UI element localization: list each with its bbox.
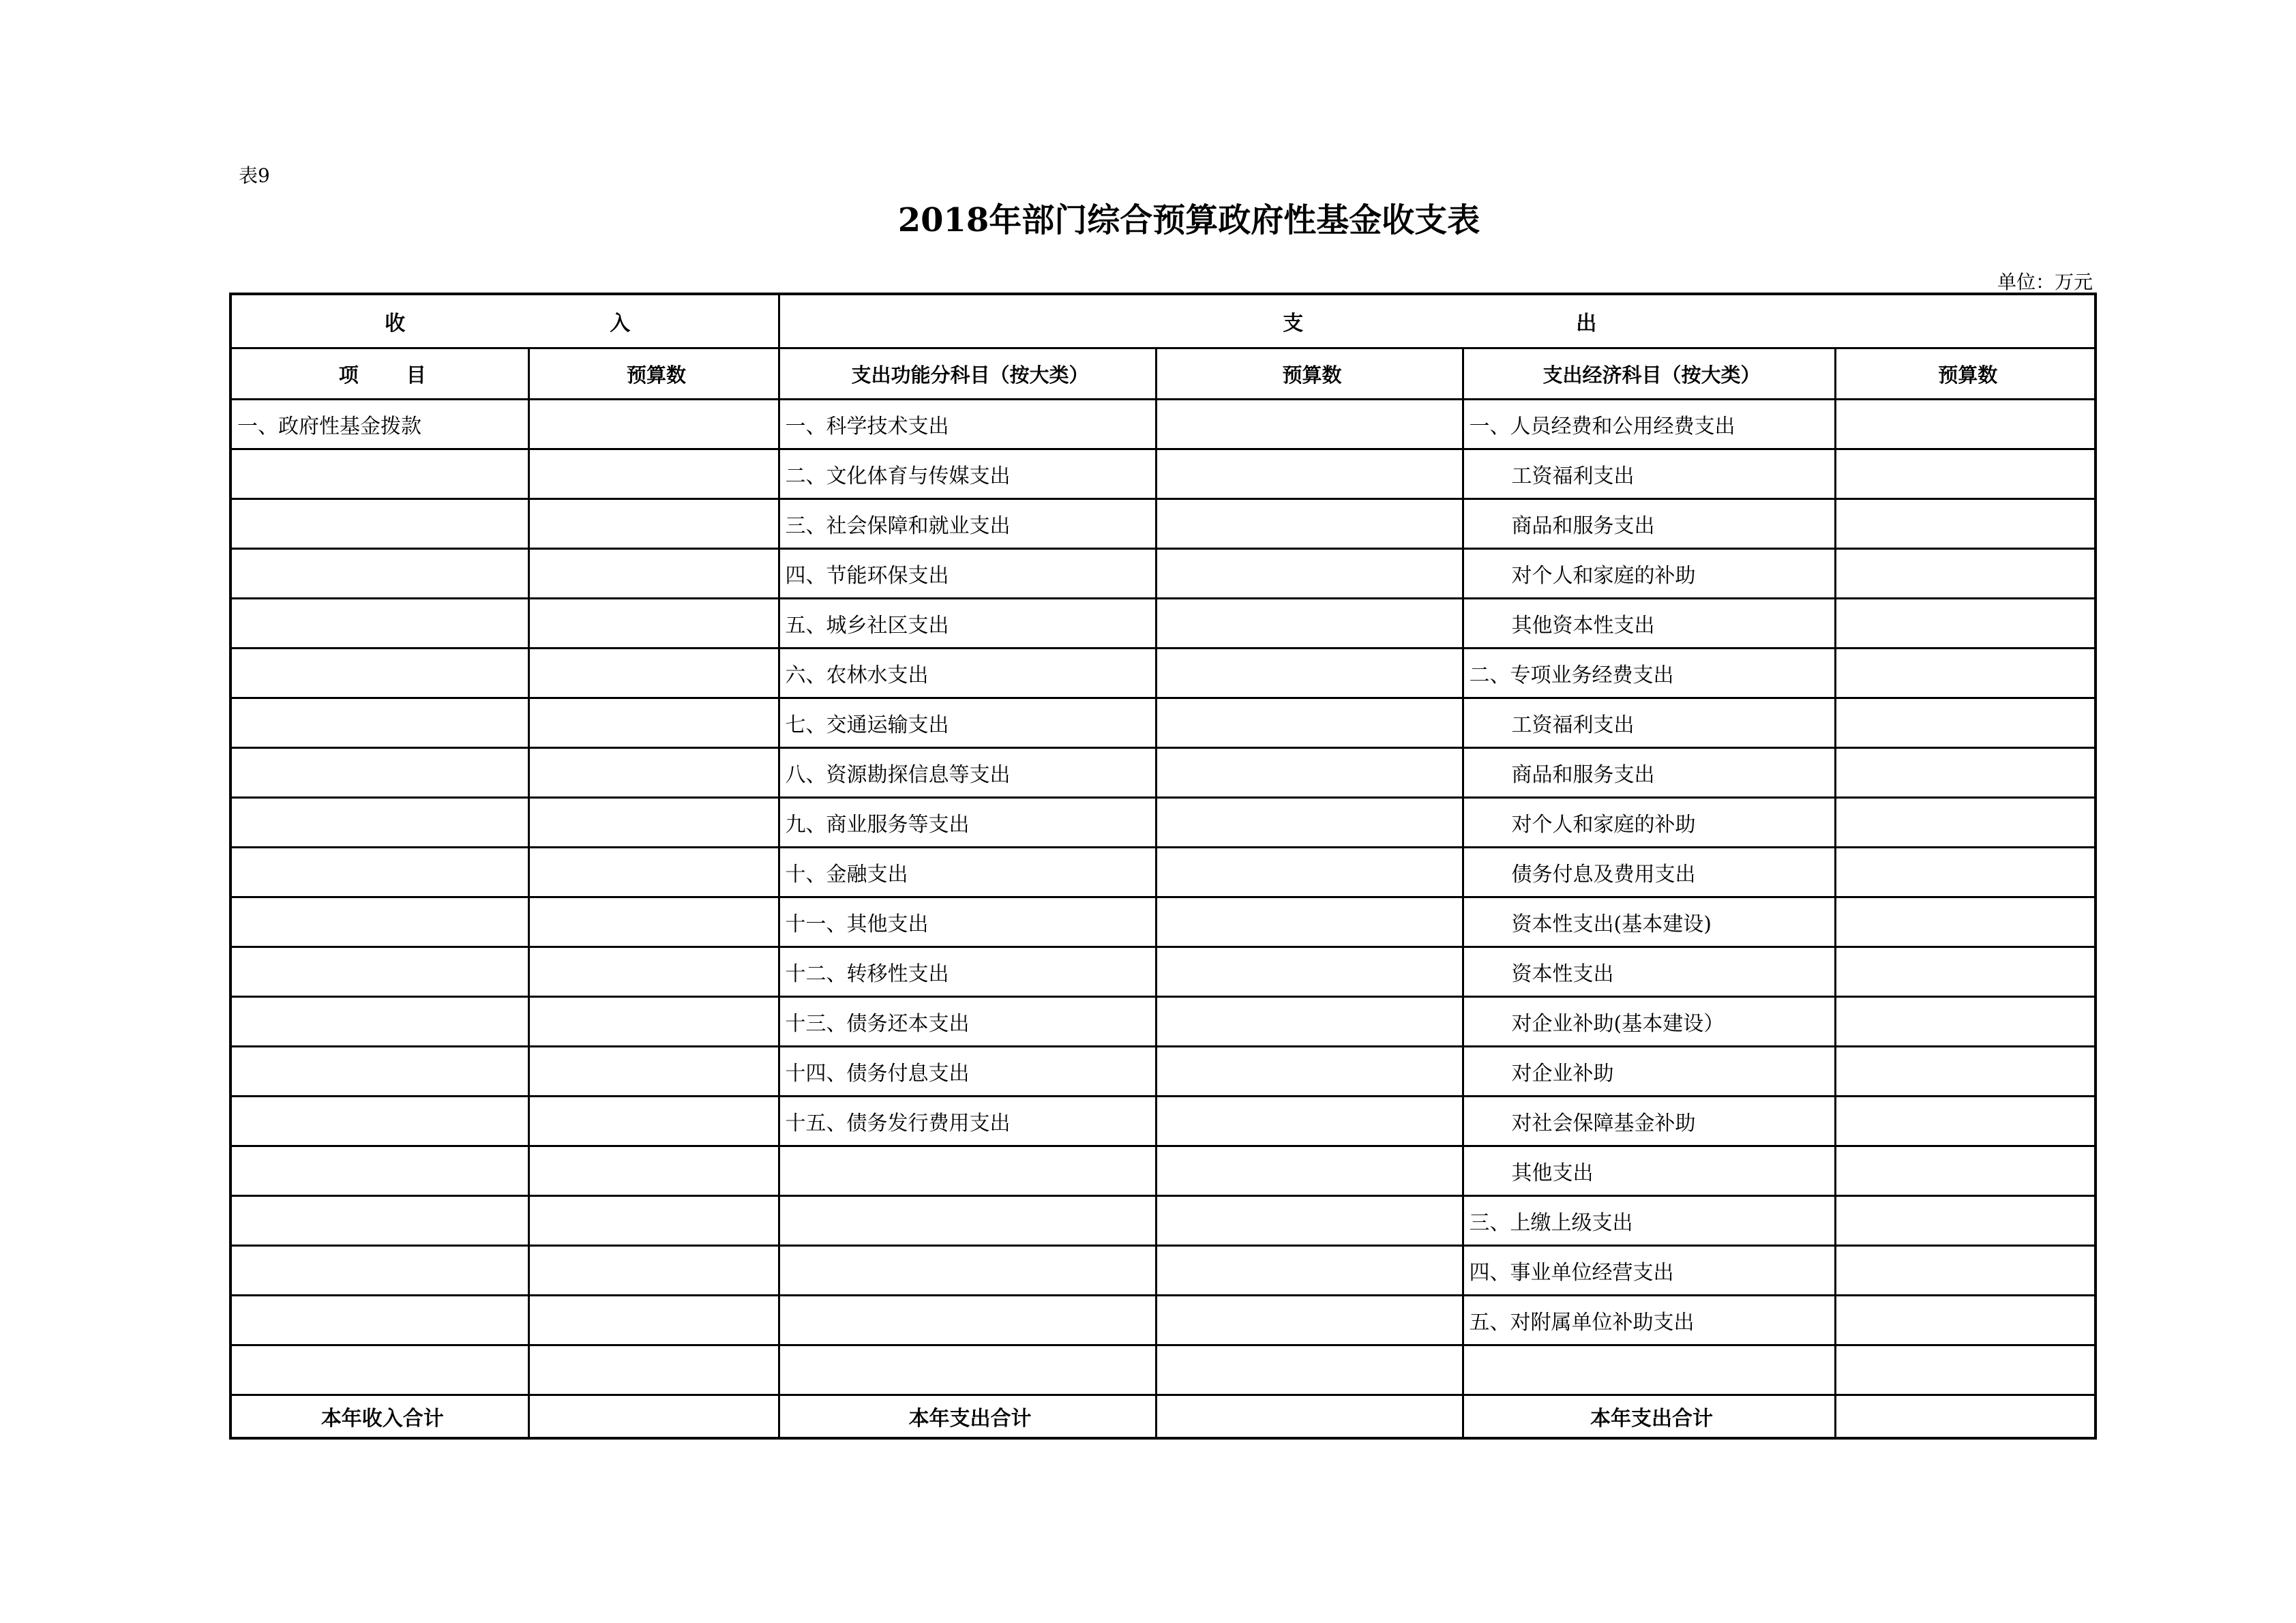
func-category-cell (779, 1345, 1156, 1395)
econ-category-cell: 对个人和家庭的补助 (1463, 549, 1835, 599)
expense-label-b: 出 (1576, 312, 1597, 336)
income-item-cell (230, 1097, 528, 1146)
income-item-cell (230, 997, 528, 1047)
func-budget-cell (1156, 499, 1463, 549)
expense-section-header (779, 294, 2096, 348)
econ-budget-cell (1835, 997, 2096, 1047)
table-row (230, 947, 2096, 997)
func-category-cell (779, 1196, 1156, 1246)
income-budget-cell (528, 798, 779, 848)
econ-category-cell: 商品和服务支出 (1463, 748, 1835, 798)
func-category-cell: 五、城乡社区支出 (779, 599, 1156, 649)
econ-category-cell: 工资福利支出 (1463, 449, 1835, 499)
func-budget-cell (1156, 798, 1463, 848)
table-row (230, 1246, 2096, 1296)
header-item-b: 目 (406, 363, 426, 387)
econ-budget-cell (1835, 947, 2096, 997)
econ-budget-cell (1835, 798, 2096, 848)
func-category-cell: 九、商业服务等支出 (779, 798, 1156, 848)
income-item-cell (230, 897, 528, 947)
econ-category-cell: 五、对附属单位补助支出 (1463, 1296, 1835, 1345)
econ-budget-cell (1835, 748, 2096, 798)
budget-table (229, 293, 2097, 1440)
econ-budget-cell (1835, 599, 2096, 649)
func-category-cell: 四、节能环保支出 (779, 549, 1156, 599)
income-item-cell (230, 549, 528, 599)
table-row (230, 1345, 2096, 1395)
income-budget-cell (528, 947, 779, 997)
econ-budget-cell (1835, 1146, 2096, 1196)
income-budget-cell (528, 848, 779, 897)
econ-category-cell: 其他支出 (1463, 1146, 1835, 1196)
header-item (230, 348, 528, 400)
econ-category-cell: 债务付息及费用支出 (1463, 848, 1835, 897)
func-category-cell: 十三、债务还本支出 (779, 997, 1156, 1047)
header-income-budget: 预算数 (528, 348, 779, 400)
func-category-cell (779, 1246, 1156, 1296)
econ-total-label: 本年支出合计 (1463, 1395, 1835, 1439)
func-category-cell: 十一、其他支出 (779, 897, 1156, 947)
func-budget-cell (1156, 748, 1463, 798)
econ-category-cell: 商品和服务支出 (1463, 499, 1835, 549)
func-category-cell: 一、科学技术支出 (779, 400, 1156, 449)
econ-category-cell: 对企业补助(基本建设） (1463, 997, 1835, 1047)
table-row (230, 997, 2096, 1047)
table-row (230, 649, 2096, 698)
func-budget-cell (1156, 549, 1463, 599)
func-budget-cell (1156, 1146, 1463, 1196)
income-section-header (230, 294, 779, 348)
func-budget-cell (1156, 1196, 1463, 1246)
income-budget-cell (528, 1196, 779, 1246)
econ-category-cell (1463, 1345, 1835, 1395)
func-budget-cell (1156, 848, 1463, 897)
table-row (230, 1097, 2096, 1146)
func-budget-cell (1156, 400, 1463, 449)
func-budget-cell (1156, 1296, 1463, 1345)
income-item-cell: 一、政府性基金拨款 (230, 400, 528, 449)
income-label-a: 收 (385, 312, 406, 336)
income-budget-cell (528, 649, 779, 698)
income-item-cell (230, 449, 528, 499)
func-category-cell (779, 1296, 1156, 1345)
econ-budget-cell (1835, 649, 2096, 698)
func-budget-cell (1156, 649, 1463, 698)
income-budget-cell (528, 549, 779, 599)
table-row (230, 748, 2096, 798)
table-row (230, 897, 2096, 947)
econ-category-cell: 对个人和家庭的补助 (1463, 798, 1835, 848)
func-category-cell: 十二、转移性支出 (779, 947, 1156, 997)
func-category-cell: 十五、债务发行费用支出 (779, 1097, 1156, 1146)
econ-budget-cell (1835, 1345, 2096, 1395)
table-row (230, 549, 2096, 599)
func-budget-cell (1156, 599, 1463, 649)
econ-category-cell: 三、上缴上级支出 (1463, 1196, 1835, 1246)
income-budget-cell (528, 748, 779, 798)
income-budget-cell (528, 698, 779, 748)
income-item-cell (230, 698, 528, 748)
func-budget-cell (1156, 1047, 1463, 1097)
income-budget-cell (528, 1345, 779, 1395)
income-item-cell (230, 848, 528, 897)
econ-budget-cell (1835, 400, 2096, 449)
econ-budget-cell (1835, 449, 2096, 499)
income-budget-cell (528, 599, 779, 649)
econ-budget-cell (1835, 549, 2096, 599)
header-econ-budget: 预算数 (1835, 348, 2096, 400)
econ-budget-cell (1835, 1296, 2096, 1345)
econ-budget-cell (1835, 698, 2096, 748)
func-budget-cell (1156, 698, 1463, 748)
income-item-cell (230, 748, 528, 798)
header-func-category: 支出功能分科目（按大类） (779, 348, 1156, 400)
econ-category-cell: 对社会保障基金补助 (1463, 1097, 1835, 1146)
func-category-cell (779, 1146, 1156, 1196)
table-row (230, 499, 2096, 549)
table-row (230, 400, 2096, 449)
econ-category-cell: 二、专项业务经费支出 (1463, 649, 1835, 698)
table-row (230, 599, 2096, 649)
income-budget-cell (528, 1047, 779, 1097)
econ-budget-cell (1835, 1047, 2096, 1097)
table-row (230, 798, 2096, 848)
income-item-cell (230, 649, 528, 698)
table-row (230, 1296, 2096, 1345)
income-budget-cell (528, 400, 779, 449)
func-category-cell: 七、交通运输支出 (779, 698, 1156, 748)
func-budget-cell (1156, 1345, 1463, 1395)
income-item-cell (230, 798, 528, 848)
func-total-label: 本年支出合计 (779, 1395, 1156, 1439)
econ-budget-cell (1835, 848, 2096, 897)
econ-category-cell: 资本性支出 (1463, 947, 1835, 997)
header-item-a: 项 (338, 363, 359, 387)
income-item-cell (230, 1196, 528, 1246)
econ-category-cell: 其他资本性支出 (1463, 599, 1835, 649)
income-budget-cell (528, 1097, 779, 1146)
income-item-cell (230, 947, 528, 997)
income-total-value (528, 1395, 779, 1439)
func-category-cell: 六、农林水支出 (779, 649, 1156, 698)
econ-budget-cell (1835, 1246, 2096, 1296)
econ-category-cell: 四、事业单位经营支出 (1463, 1246, 1835, 1296)
table-row (230, 848, 2096, 897)
func-budget-cell (1156, 947, 1463, 997)
totals-row (230, 1395, 2096, 1439)
econ-category-cell: 工资福利支出 (1463, 698, 1835, 748)
econ-category-cell: 资本性支出(基本建设) (1463, 897, 1835, 947)
econ-budget-cell (1835, 499, 2096, 549)
income-budget-cell (528, 997, 779, 1047)
income-budget-cell (528, 449, 779, 499)
income-item-cell (230, 1345, 528, 1395)
func-category-cell: 二、文化体育与传媒支出 (779, 449, 1156, 499)
econ-category-cell: 一、人员经费和公用经费支出 (1463, 400, 1835, 449)
table-row (230, 1047, 2096, 1097)
func-budget-cell (1156, 1097, 1463, 1146)
unit-label: 单位：万元 (1997, 271, 2093, 293)
income-budget-cell (528, 1246, 779, 1296)
income-budget-cell (528, 897, 779, 947)
header-econ-category: 支出经济科目（按大类） (1463, 348, 1835, 400)
income-total-label: 本年收入合计 (230, 1395, 528, 1439)
func-budget-cell (1156, 897, 1463, 947)
income-label-b: 入 (610, 312, 631, 336)
income-budget-cell (528, 499, 779, 549)
econ-budget-cell (1835, 1196, 2096, 1246)
page-title: 2018年部门综合预算政府性基金收支表 (897, 201, 1480, 239)
func-budget-cell (1156, 1246, 1463, 1296)
func-category-cell: 十、金融支出 (779, 848, 1156, 897)
header-func-budget: 预算数 (1156, 348, 1463, 400)
table-number: 表9 (239, 164, 270, 187)
income-item-cell (230, 599, 528, 649)
func-category-cell: 十四、债务付息支出 (779, 1047, 1156, 1097)
income-item-cell (230, 1246, 528, 1296)
income-budget-cell (528, 1296, 779, 1345)
table-row (230, 698, 2096, 748)
table-row (230, 1146, 2096, 1196)
income-item-cell (230, 499, 528, 549)
income-item-cell (230, 1296, 528, 1345)
table-row (230, 449, 2096, 499)
econ-category-cell: 对企业补助 (1463, 1047, 1835, 1097)
func-total-value (1156, 1395, 1463, 1439)
econ-budget-cell (1835, 897, 2096, 947)
section-header-row (230, 294, 2096, 348)
table-row (230, 1196, 2096, 1246)
income-item-cell (230, 1146, 528, 1196)
func-budget-cell (1156, 449, 1463, 499)
econ-budget-cell (1835, 1097, 2096, 1146)
expense-label-a: 支 (1283, 312, 1304, 336)
income-item-cell (230, 1047, 528, 1097)
econ-total-value (1835, 1395, 2096, 1439)
column-header-row (230, 348, 2096, 400)
func-budget-cell (1156, 997, 1463, 1047)
func-category-cell: 八、资源勘探信息等支出 (779, 748, 1156, 798)
income-budget-cell (528, 1146, 779, 1196)
func-category-cell: 三、社会保障和就业支出 (779, 499, 1156, 549)
